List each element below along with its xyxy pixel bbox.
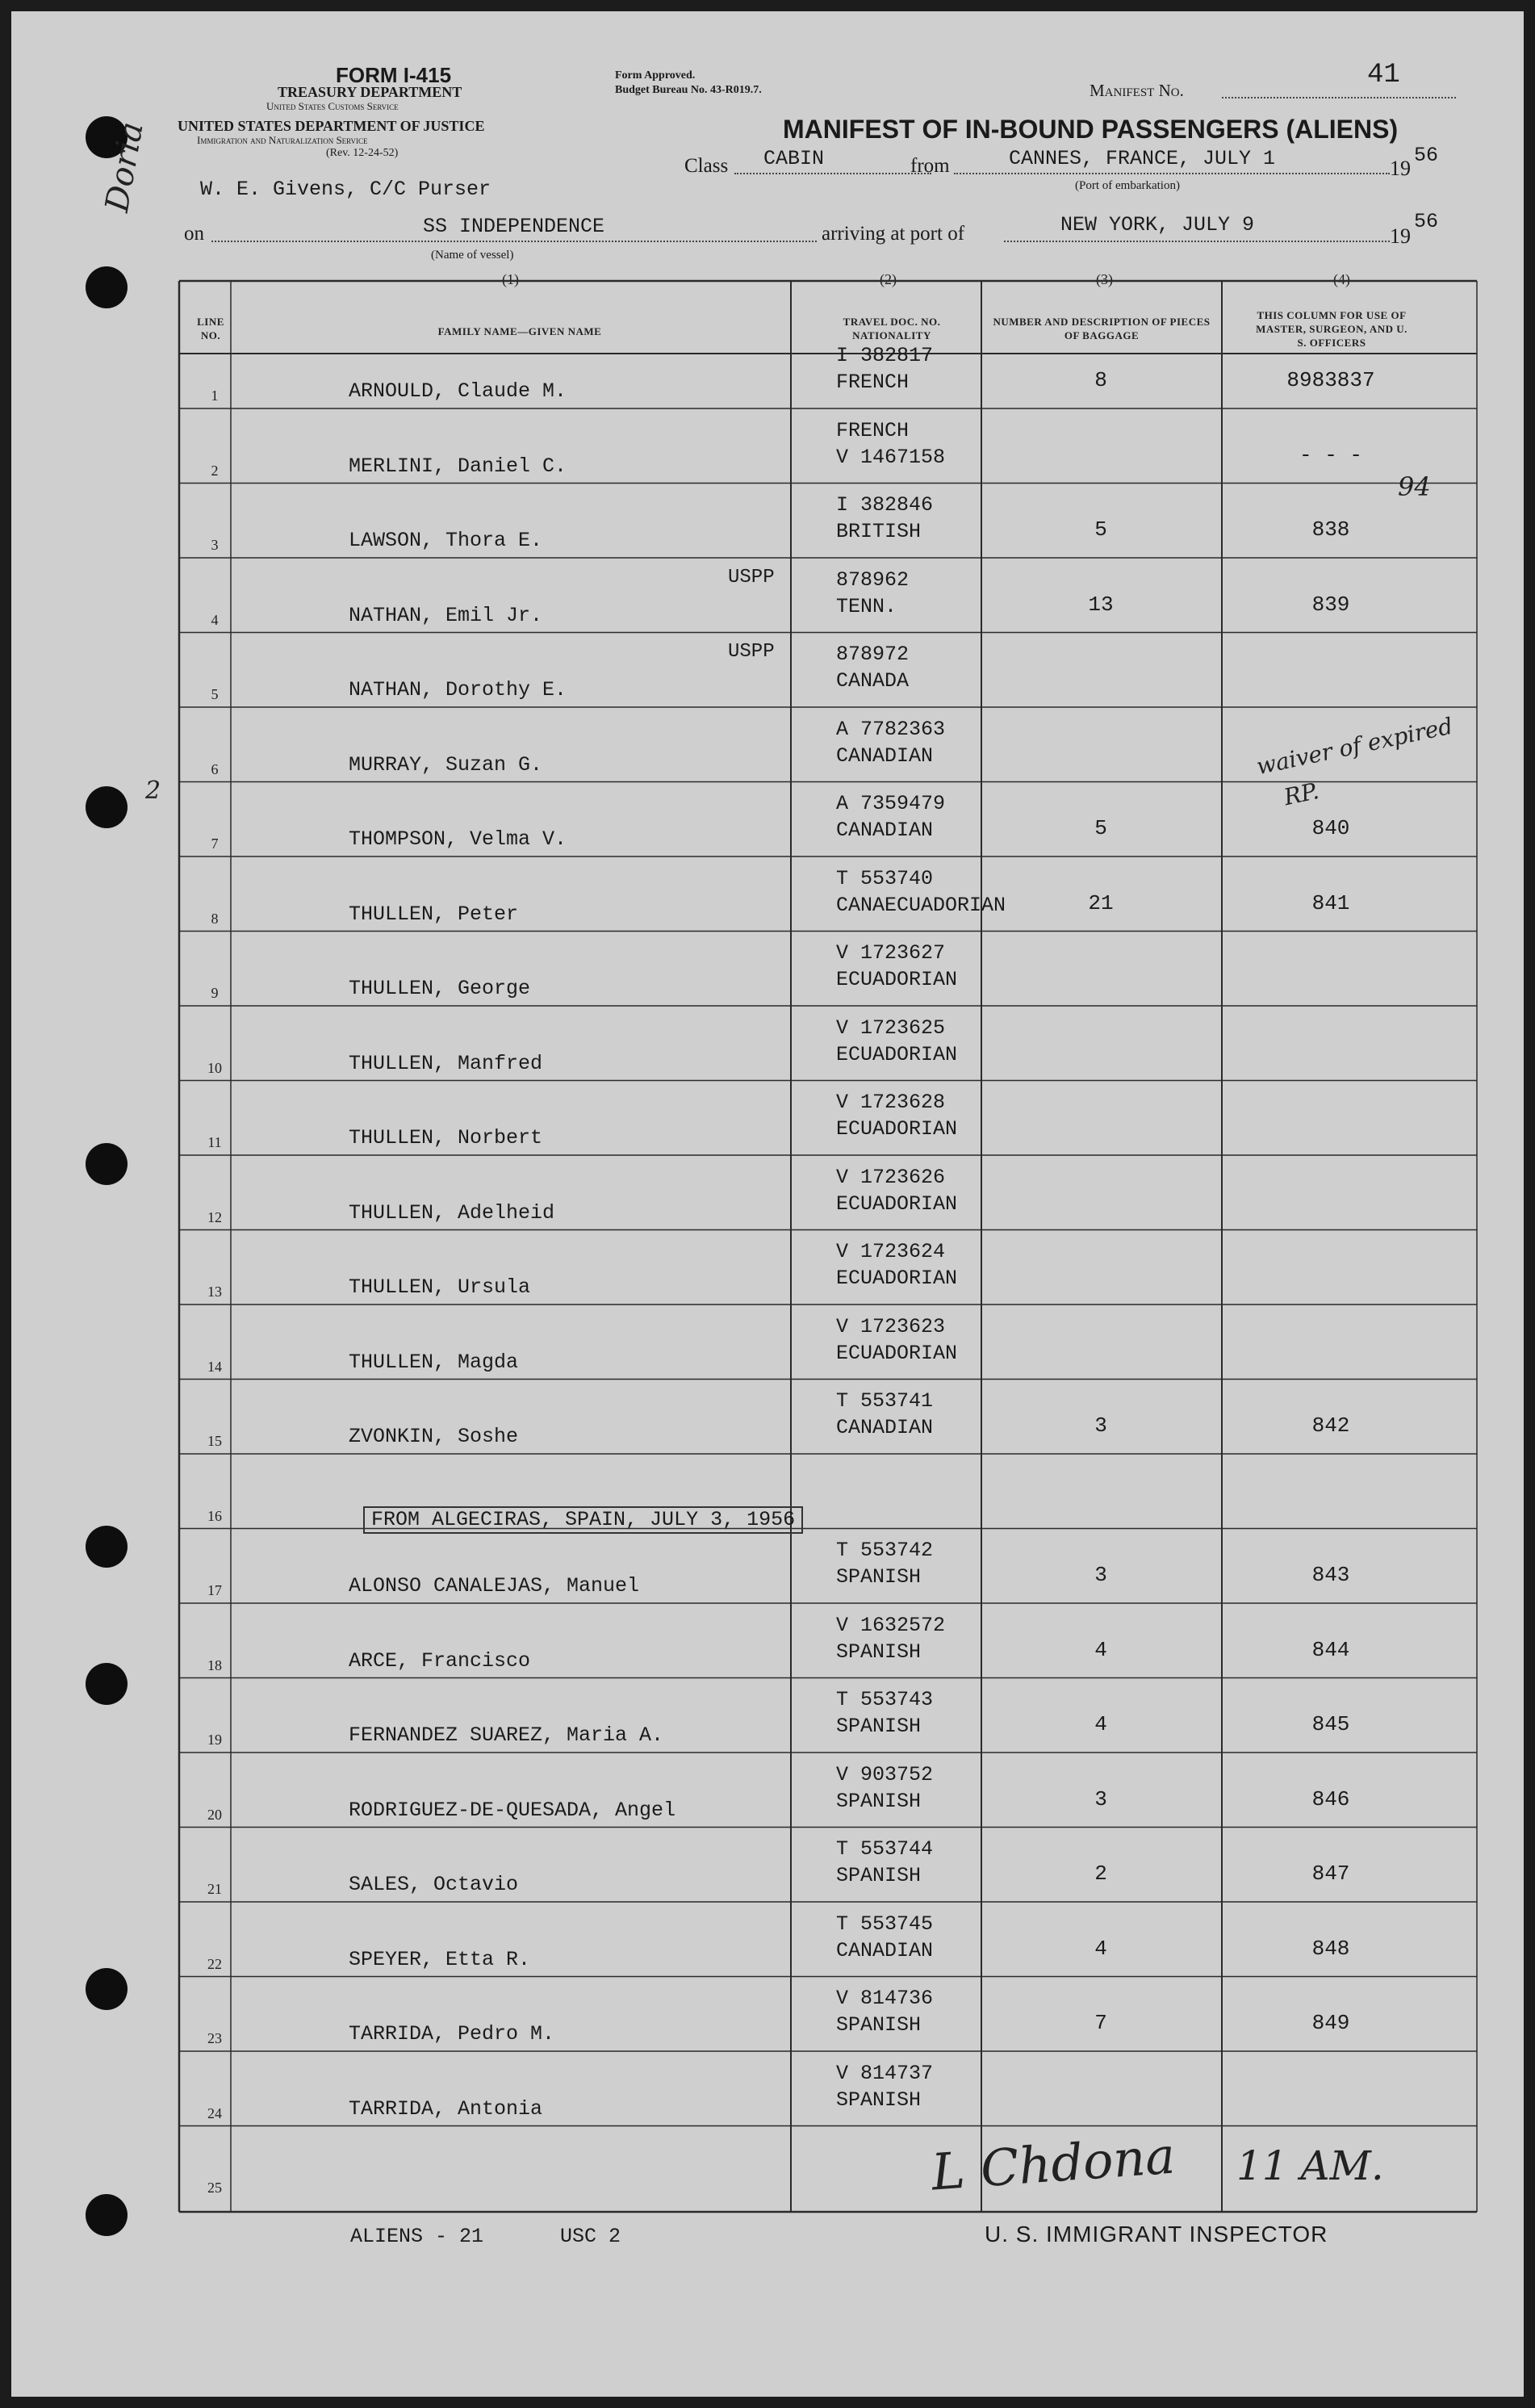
row-nationality: CANADIAN	[836, 1938, 934, 1962]
row-line-number: 20	[207, 1806, 222, 1823]
col1-number: (1)	[502, 271, 519, 287]
row-nationality: TENN.	[836, 594, 897, 618]
row-line-number: 13	[207, 1284, 222, 1300]
row-line-number: 1	[211, 387, 219, 404]
row-officer-number: 841	[1311, 890, 1350, 915]
port-caption: (Port of embarkation)	[1075, 179, 1180, 192]
row-passenger-name: THULLEN, Norbert	[349, 1126, 543, 1150]
row-officer-number: 840	[1311, 816, 1350, 840]
row-officer-number: 844	[1311, 1637, 1350, 1662]
row-nationality: ECUADORIAN	[836, 968, 958, 991]
row-travel-doc: V 1723625	[836, 1016, 946, 1040]
row-travel-doc: V 1723628	[836, 1091, 946, 1114]
row-passenger-name: ZVONKIN, Soshe	[349, 1425, 519, 1448]
row-passenger-name: THULLEN, Adelheid	[349, 1200, 555, 1225]
row-passenger-name: THULLEN, George	[349, 977, 531, 1000]
header-travel-doc: TRAVEL DOC. NO. NATIONALITY	[843, 316, 941, 341]
row-baggage-count: 4	[1094, 1637, 1107, 1662]
inspector-caption: U. S. IMMIGRANT INSPECTOR	[985, 2222, 1328, 2247]
row-passenger-name: THULLEN, Peter	[349, 902, 519, 926]
row-baggage-count: 21	[1088, 890, 1114, 915]
row-line-number: 18	[207, 1656, 222, 1673]
row-travel-doc: V 1723627	[836, 941, 946, 965]
row-nationality: SPANISH	[836, 1864, 922, 1887]
row-officer-number: 845	[1311, 1712, 1350, 1736]
row-line-number: 9	[211, 985, 219, 1001]
row-officer-number: 847	[1311, 1861, 1350, 1886]
year-suffix: 56	[1414, 144, 1439, 167]
revision-date: (Rev. 12-24-52)	[326, 147, 399, 159]
row-travel-doc: V 1723624	[836, 1240, 946, 1263]
row-travel-doc: V 1723623	[836, 1314, 946, 1338]
arrival-year-prefix: 19	[1390, 224, 1411, 248]
row-travel-doc: FRENCH	[836, 418, 910, 442]
row-line-number: 11	[207, 1134, 222, 1150]
row-line-number: 19	[207, 1732, 222, 1748]
row-line-number: 2	[211, 462, 219, 479]
row-passenger-name: THULLEN, Manfred	[349, 1051, 543, 1075]
row-nationality: BRITISH	[836, 520, 922, 543]
row-travel-doc: V 1632572	[836, 1613, 946, 1637]
row-nationality: SPANISH	[836, 2013, 922, 2037]
row-passenger-name: THOMPSON, Velma V.	[349, 827, 567, 851]
row-nationality: SPANISH	[836, 1789, 922, 1813]
row-line-number: 10	[207, 1059, 222, 1076]
row-officer-number: 846	[1311, 1786, 1350, 1811]
row-passenger-name: TARRIDA, Antonia	[349, 2096, 543, 2121]
algeciras-section-note: FROM ALGECIRAS, SPAIN, JULY 3, 1956	[363, 1506, 803, 1534]
ins-service: Immigration and Naturalization Service	[197, 134, 368, 146]
row-passenger-name: NATHAN, Dorothy E.	[349, 678, 567, 701]
manifest-number: 41	[1367, 60, 1400, 90]
col3-number: (3)	[1096, 271, 1113, 287]
row-travel-doc: T 553741	[836, 1389, 934, 1413]
col2-number: (2)	[880, 271, 897, 287]
row-line-number: 7	[211, 835, 219, 852]
row-baggage-count: 2	[1094, 1861, 1107, 1886]
manifest-title: MANIFEST OF IN-BOUND PASSENGERS (ALIENS)	[783, 115, 1399, 144]
row-nationality: CANADA	[836, 669, 910, 693]
row-travel-doc: T 553740	[836, 866, 934, 890]
vessel-caption: (Name of vessel)	[431, 249, 514, 262]
row-line-number: 4	[211, 611, 219, 628]
row-line-number: 22	[207, 1955, 222, 1972]
budget-bureau: Budget Bureau No. 43-R019.7.	[615, 84, 762, 96]
row-line-number: 6	[211, 760, 219, 777]
row-passenger-name: LAWSON, Thora E.	[349, 529, 543, 552]
row-travel-doc: T 553742	[836, 1539, 934, 1562]
row-officer-number: 838	[1311, 517, 1350, 542]
row-travel-doc: I 382817	[836, 344, 934, 367]
row-uspp-prefix: USPP	[728, 641, 775, 663]
row-passenger-name: ALONSO CANALEJAS, Manuel	[349, 1574, 640, 1598]
row-nationality: ECUADORIAN	[836, 1341, 958, 1365]
row-baggage-count: 4	[1094, 1712, 1107, 1736]
class-label: Class	[684, 155, 729, 177]
row-officer-number: - - -	[1299, 442, 1362, 467]
row-baggage-count: 3	[1094, 1563, 1107, 1587]
row-travel-doc: T 553745	[836, 1912, 934, 1936]
row-nationality: FRENCH	[836, 371, 910, 394]
row-travel-doc: T 553744	[836, 1837, 934, 1861]
row-passenger-name: TARRIDA, Pedro M.	[349, 2022, 555, 2046]
row-nationality: ECUADORIAN	[836, 1267, 958, 1290]
row-baggage-count: 7	[1094, 2011, 1107, 2035]
justice-dept: UNITED STATES DEPARTMENT OF JUSTICE	[178, 118, 485, 134]
row-line-number: 14	[207, 1358, 222, 1375]
aliens-count: ALIENS - 21	[350, 2225, 484, 2248]
form-approved: Form Approved.	[615, 69, 696, 82]
inspection-time: 11 AM.	[1236, 2142, 1384, 2189]
row-travel-doc: A 7359479	[836, 792, 946, 815]
embarkation-port: CANNES, FRANCE, JULY 1	[1009, 147, 1276, 170]
row-baggage-count: 5	[1094, 816, 1107, 840]
header-baggage: NUMBER AND DESCRIPTION OF PIECES OF BAGGAGE	[993, 316, 1211, 341]
inspector-signature: L Chdona	[929, 2125, 1177, 2202]
row-passenger-name: RODRIGUEZ-DE-QUESADA, Angel	[349, 1798, 676, 1822]
row-nationality: SPANISH	[836, 2088, 922, 2112]
row-travel-doc: V 1723626	[836, 1165, 946, 1189]
row-nationality: V 1467158	[836, 445, 946, 469]
row-passenger-name: THULLEN, Ursula	[349, 1275, 531, 1299]
row-baggage-count: 13	[1088, 592, 1114, 617]
row-officer-number: 849	[1311, 2011, 1350, 2035]
row-officer-number: 839	[1311, 592, 1350, 617]
row-line-number: 3	[211, 537, 219, 553]
row-passenger-name: THULLEN, Magda	[349, 1350, 519, 1374]
row-baggage-count: 3	[1094, 1413, 1107, 1438]
row-line-number: 12	[207, 1208, 222, 1225]
arrival-year-suffix: 56	[1414, 210, 1439, 233]
row-nationality: ECUADORIAN	[836, 1042, 958, 1066]
row-passenger-name: ARCE, Francisco	[349, 1648, 531, 1673]
row-baggage-count: 3	[1094, 1786, 1107, 1811]
header-family-name: FAMILY NAME—GIVEN NAME	[437, 325, 602, 337]
form-number: FORM I-415	[336, 63, 452, 87]
row-line-number: 21	[207, 1881, 222, 1897]
header-line-no: LINE NO.	[197, 316, 224, 341]
row-line-number: 8	[211, 910, 219, 927]
row-line-number: 17	[207, 1582, 222, 1598]
arrival-port: NEW YORK, JULY 9	[1060, 213, 1255, 237]
waiver-annotation: waiver of expired	[1254, 712, 1455, 781]
row-line-number: 23	[207, 2030, 222, 2046]
row-passenger-name: NATHAN, Emil Jr.	[349, 603, 543, 627]
col4-number: (4)	[1333, 271, 1350, 287]
arriving-label: arriving at port of	[822, 223, 965, 245]
row-travel-doc: 878972	[836, 643, 910, 666]
row-officer-number: 8983837	[1286, 368, 1375, 392]
row-nationality: SPANISH	[836, 1565, 922, 1589]
vessel-name: SS INDEPENDENCE	[423, 215, 605, 238]
year-prefix: 19	[1390, 157, 1411, 180]
row-line-number: 16	[207, 1507, 222, 1524]
row-nationality: CANADIAN	[836, 1416, 934, 1439]
class-value: CABIN	[763, 147, 825, 170]
row-baggage-count: 5	[1094, 517, 1107, 542]
margin-mark: 2	[145, 777, 161, 805]
row-nationality: SPANISH	[836, 1640, 922, 1664]
usc-count: USC 2	[560, 2225, 621, 2248]
row-nationality: CANADIAN	[836, 819, 934, 842]
waiver-annotation-rp: RP.	[1282, 777, 1322, 811]
row-nationality: SPANISH	[836, 1715, 922, 1738]
row-line-number: 15	[207, 1433, 222, 1449]
row-passenger-name: SALES, Octavio	[349, 1873, 519, 1896]
purser-name: W. E. Givens, C/C Purser	[200, 178, 491, 201]
row-officer-number: 848	[1311, 1936, 1350, 1961]
row-travel-doc: V 903752	[836, 1762, 934, 1786]
row-passenger-name: ARNOULD, Claude M.	[349, 379, 567, 403]
margin-note: Doria	[98, 119, 151, 215]
from-label: from	[910, 155, 950, 177]
row-baggage-count: 8	[1094, 368, 1107, 392]
row-nationality: ECUADORIAN	[836, 1117, 958, 1141]
row-passenger-name: FERNANDEZ SUAREZ, Maria A.	[349, 1723, 664, 1747]
row-officer-number: 843	[1311, 1563, 1350, 1587]
row-line-number: 24	[207, 2104, 222, 2121]
row-travel-doc: 878962	[836, 567, 910, 592]
manifest-sheet	[11, 11, 1524, 2397]
on-label: on	[184, 223, 204, 245]
row-passenger-name: MURRAY, Suzan G.	[349, 752, 543, 777]
row-nationality: CANAECUADORIAN	[836, 893, 1006, 917]
row-travel-doc: V 814736	[836, 1987, 934, 2010]
row-travel-doc: T 553743	[836, 1688, 934, 1711]
row-uspp-prefix: USPP	[728, 566, 775, 588]
page-ref-annotation: 94	[1398, 471, 1431, 502]
manifest-no-label: Manifest No.	[1090, 81, 1184, 100]
row-travel-doc: I 382846	[836, 493, 934, 517]
row-officer-number: 842	[1311, 1413, 1350, 1438]
row-nationality: ECUADORIAN	[836, 1191, 958, 1216]
row-passenger-name: MERLINI, Daniel C.	[349, 454, 567, 478]
row-travel-doc: A 7782363	[836, 717, 946, 741]
row-baggage-count: 4	[1094, 1936, 1107, 1961]
header-officers: THIS COLUMN FOR USE OF MASTER, SURGEON, AND U. S. OFFICERS	[1256, 309, 1407, 349]
customs-service: United States Customs Service	[266, 100, 399, 112]
row-line-number: 25	[207, 2180, 222, 2196]
row-nationality: CANADIAN	[836, 743, 934, 768]
row-travel-doc: V 814737	[836, 2061, 934, 2085]
row-passenger-name: SPEYER, Etta R.	[349, 1947, 531, 1971]
row-line-number: 5	[211, 686, 219, 702]
treasury-dept: TREASURY DEPARTMENT	[278, 84, 462, 100]
